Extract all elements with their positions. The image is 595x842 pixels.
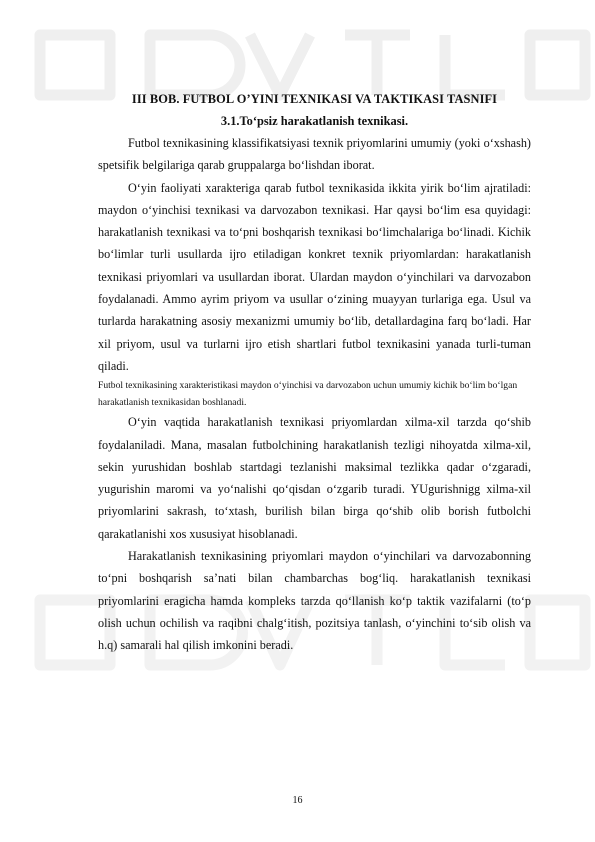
paragraph-game-activity: O‘yin faoliyati xarakteriga qarab futbol texnikasida ikkita yirik bo‘lim ajratiladi: maydon o‘yinchisi texnikasi va darvozabon texnikasi. Har qaysi bo‘lim esa quyidagi: harakatlanish texnikasi va to‘pni boshqarish texnikasi bo‘limchalariga bo‘linadi. Kichik bo‘limlar turli usullarda ijro etiladigan konkret texnik priyomlardan: harakatlanish texnikasi priyomlari va usullardan iborat. Ulardan maydon o‘yinchilari va darvozabon foydalanadi. Ammo ayrim priyom va usullar o‘zining muayyan turlariga ega. Usul va turlarda harakatning asosiy mexanizmi umumiy bo‘lib, detallardagina farq bo‘ladi. Har xil priyom, usul va turlarni ijro etish shartlari futbol texnikasini yanada turli-tuman qiladi. xyxy=(98,180,531,373)
chapter-title: III BOB. FUTBOL O’YINI TEXNIKASI VA TAKTIKASI TASNIFI xyxy=(131,92,498,106)
section-title: 3.1.To‘psiz harakatlanish texnikasi. xyxy=(220,114,409,128)
paragraph-classification: Futbol texnikasining klassifikatsiyasi texnik priyomlarini umumiy (yoki o‘xshash) spetsifik belgilariga qarab gruppalarga bo‘lishdan iborat. xyxy=(98,136,531,173)
note-paragraph: Futbol texnikasining xarakteristikasi maydon o‘yinchisi va darvozabon uchun umumiy kichik bo‘lim bo‘lgan harakatlanish texnikasidan boshlanadi. xyxy=(98,380,518,409)
page-content xyxy=(98,88,531,657)
page-number: 16 xyxy=(292,795,303,806)
paragraph-movement-speed: O‘yin vaqtida harakatlanish texnikasi priyomlardan xilma-xil tarzda qo‘shib foydalaniladi. Mana, masalan futbolchining harakatlanish tezligi nihoyatda xilma-xil, sekin yurushidan boshlab startdagi tezlanishi maksimal tezlikka qadar o‘zgaradi, yugurishin maromi va yo‘nalishi qo‘qisdan o‘zgarib turadi. YUgurishnigg xilma-xil priyomlarini sakrash, to‘xtash, burilish bilan birga qo‘shib olib borish futbolchi qarakatlanishi xos xususiyat hisoblanadi. xyxy=(98,415,531,541)
paragraph-movement-technique: Harakatlanish texnikasining priyomlari maydon o‘yinchilari va darvozabonning to‘pni boshqarish sa’nati bilan chambarchas bog‘liq. harakatlanish texnikasi priyomlarini eragicha hamda kompleks tarzda qo‘llanish ko‘p taktik vazifalarni (to‘p olish uchun ochilish va raqibni chalg‘itish, pozitsiya tanlash, o‘yinchini to‘sib olish va h.q) samarali hal qilish imkonini beradi. xyxy=(98,549,531,653)
